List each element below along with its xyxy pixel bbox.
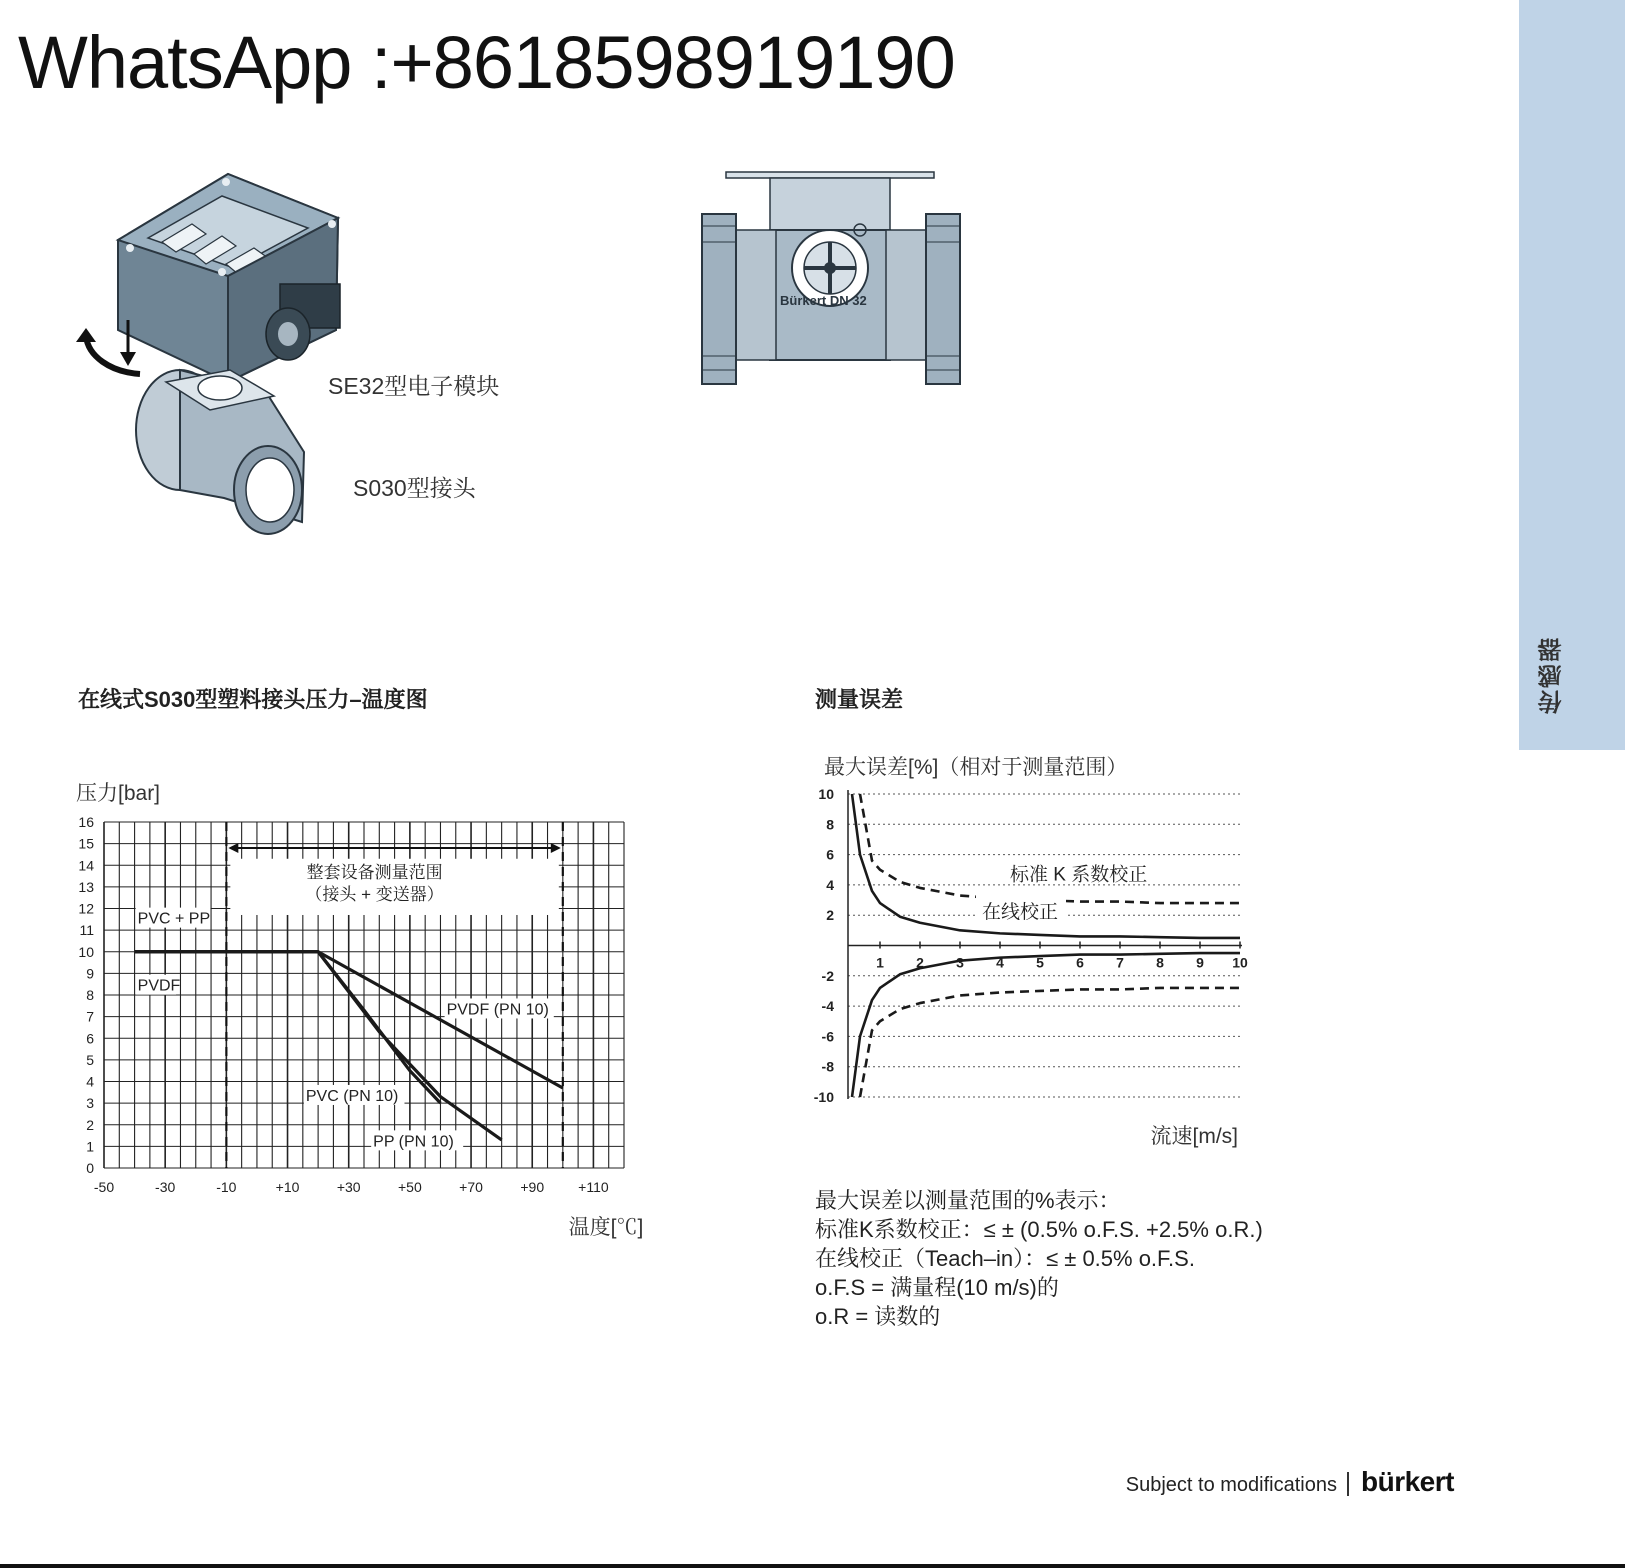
y-tick-label: 0	[86, 1160, 94, 1176]
y-tick-label: 8	[86, 987, 94, 1003]
y-tick-label: 6	[86, 1030, 94, 1047]
footer-disclaimer: Subject to modifications	[1125, 1474, 1337, 1496]
x-axis-title: 流速[m/s]	[1150, 1125, 1238, 1148]
fitting-label: S030型接头	[353, 475, 476, 501]
x-tick-label: -50	[93, 1179, 115, 1195]
x-tick-label: +10	[275, 1179, 300, 1195]
note-line: 标准K系数校正：≤ ± (0.5% o.F.S. +2.5% o.R.)	[815, 1217, 1263, 1242]
x-tick-label: +70	[459, 1179, 483, 1195]
y-tick-label: 4	[86, 1073, 94, 1090]
y-tick-label: -2	[821, 967, 834, 984]
label-teach-in: 在线校正	[982, 902, 1059, 924]
x-tick-label: +30	[336, 1179, 361, 1195]
y-tick-label: -6	[821, 1028, 834, 1045]
burkert-logo: bürkert	[1361, 1466, 1454, 1497]
series-line-positive	[860, 794, 1240, 903]
range-arrow-head-right	[551, 843, 561, 853]
x-tick-label: 2	[916, 954, 924, 971]
y-tick-label: -4	[821, 998, 834, 1015]
footer-divider	[1347, 1472, 1349, 1496]
y-tick-label: 1	[86, 1138, 94, 1155]
x-tick-label: 8	[1156, 954, 1164, 971]
label-pp-pn10: PP (PN 10)	[373, 1133, 454, 1151]
measurement-error-chart	[800, 750, 1280, 1150]
y-tick-label: 5	[86, 1051, 94, 1068]
x-tick-label: 9	[1196, 954, 1204, 971]
y-tick-label: -10	[813, 1089, 834, 1105]
error-notes	[815, 1186, 1263, 1331]
x-tick-label: +110	[578, 1179, 609, 1195]
x-tick-label: 5	[1036, 954, 1044, 971]
y-tick-label: -8	[821, 1058, 834, 1075]
x-tick-label: +90	[520, 1179, 545, 1195]
note-line: 在线校正（Teach–in）：≤ ± 0.5% o.F.S.	[815, 1246, 1195, 1271]
range-arrow-head-left	[228, 843, 238, 853]
y-tick-label: 11	[79, 922, 94, 939]
bottom-rule	[0, 1564, 1625, 1568]
measurement-error-title: 测量误差	[815, 687, 904, 712]
y-tick-label: 2	[826, 907, 834, 924]
y-axis-title: 压力[bar]	[76, 782, 161, 805]
fitting-marking: Bürkert DN 32	[780, 293, 867, 308]
x-tick-label: 4	[996, 954, 1004, 971]
range-label-line1: 整套设备测量范围	[306, 863, 443, 883]
y-tick-label: 2	[86, 1116, 94, 1133]
pressure-temperature-title: 在线式S030型塑料接头压力–温度图	[78, 687, 428, 712]
y-tick-label: 7	[86, 1008, 94, 1025]
pressure-temperature-chart	[70, 770, 644, 1240]
x-tick-label: -30	[155, 1179, 176, 1195]
x-tick-label: -10	[216, 1179, 237, 1195]
se32-module-illustration	[70, 160, 370, 560]
series-line-negative	[852, 953, 1240, 1097]
label-pvc-pp: PVC + PP	[137, 910, 211, 928]
note-line: o.F.S = 满量程(10 m/s)的	[815, 1275, 1059, 1300]
y-tick-label: 4	[826, 876, 834, 893]
y-tick-label: 6	[826, 846, 834, 863]
y-tick-label: 13	[78, 878, 94, 895]
module-label: SE32型电子模块	[328, 373, 500, 399]
x-tick-label: +50	[398, 1179, 422, 1195]
y-tick-label: 9	[86, 965, 94, 982]
y-tick-label: 10	[818, 786, 834, 802]
label-pvdf: PVDF	[137, 977, 181, 995]
series-line-negative	[860, 988, 1240, 1097]
y-tick-label: 10	[78, 943, 94, 960]
y-tick-label: 16	[78, 814, 94, 830]
range-label-line2: （接头 + 变送器）	[305, 884, 444, 904]
note-line: o.R = 读数的	[815, 1304, 941, 1329]
y-tick-label: 15	[78, 835, 94, 852]
label-standard: 标准 K 系数校正	[1010, 864, 1148, 886]
x-tick-label: 10	[1232, 954, 1248, 971]
side-tab-label: 传感器	[1539, 636, 1566, 714]
y-tick-label: 8	[826, 816, 834, 833]
x-tick-label: 3	[956, 954, 964, 971]
x-axis-title: 温度[℃]	[568, 1216, 644, 1239]
y-tick-label: 14	[78, 857, 94, 874]
x-tick-label: 6	[1076, 954, 1084, 971]
whatsapp-contact: WhatsApp :+8618598919190	[18, 21, 955, 104]
label-pvdf-pn10: PVDF (PN 10)	[446, 1001, 549, 1019]
fitting-side-view-illustration	[700, 170, 962, 402]
y-tick-label: 12	[78, 900, 94, 917]
y-axis-title: 最大误差[%]（相对于测量范围）	[824, 756, 1128, 779]
note-line: 最大误差以测量范围的%表示：	[815, 1188, 1121, 1213]
x-tick-label: 1	[876, 954, 884, 971]
y-tick-label: 3	[86, 1095, 94, 1112]
label-pvc-pn10: PVC (PN 10)	[305, 1087, 399, 1105]
x-tick-label: 7	[1116, 954, 1124, 971]
